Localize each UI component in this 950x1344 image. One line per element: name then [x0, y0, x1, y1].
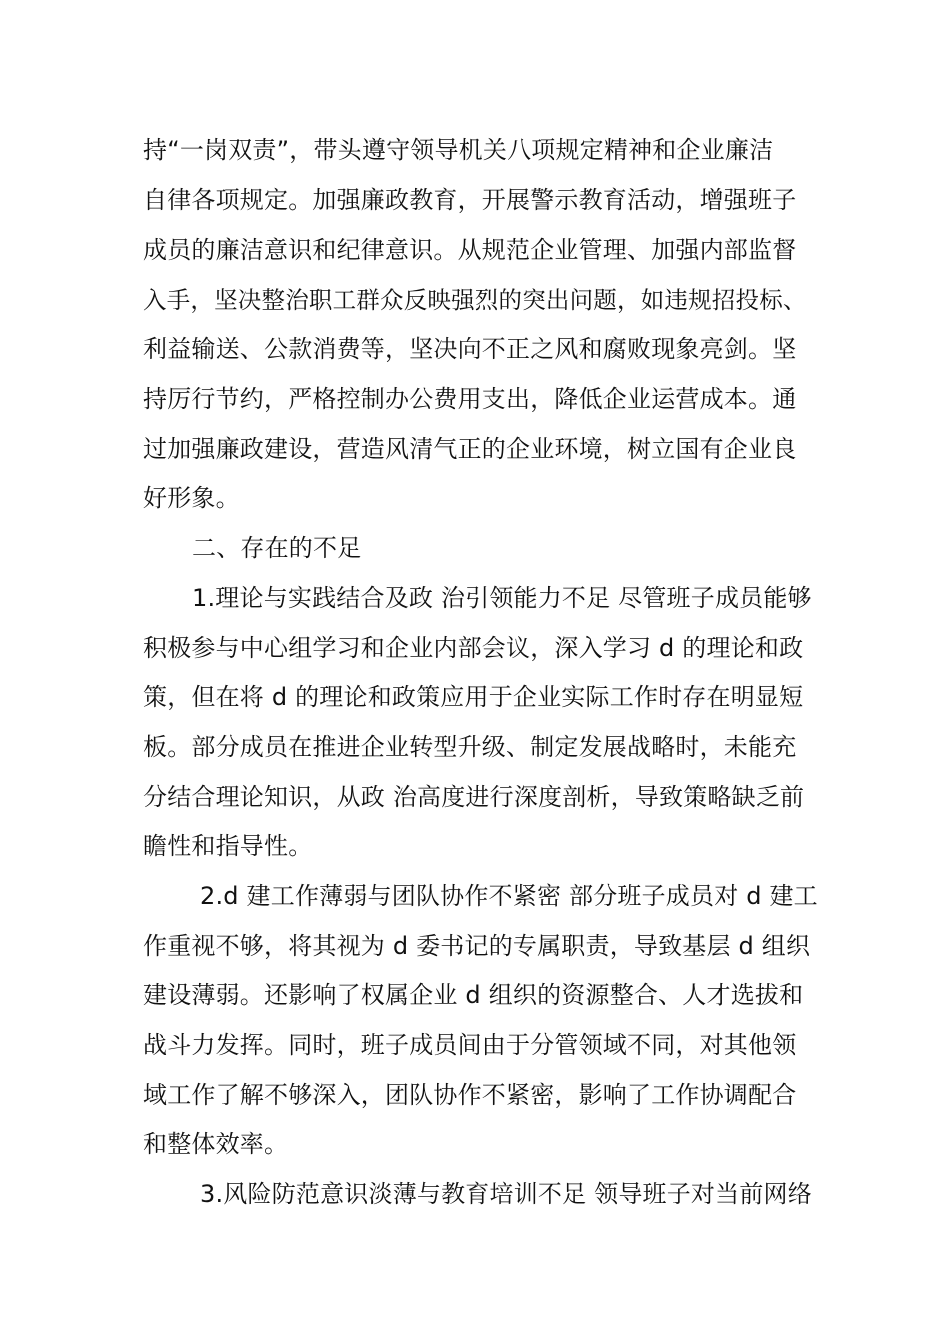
text-line: 积极参与中心组学习和企业内部会议，深入学习 d 的理论和政 — [143, 634, 804, 662]
text-line: 和整体效率。 — [143, 1130, 289, 1158]
text-line: 利益输送、公款消费等，坚决向不正之风和腐败现象亮剑。坚 — [143, 335, 797, 363]
text-line: 板。部分成员在推进企业转型升级、制定发展战略时，未能充 — [143, 733, 797, 761]
text-line: 过加强廉政建设，营造风清气正的企业环境，树立国有企业良 — [143, 435, 797, 463]
text-line: 成员的廉洁意识和纪律意识。从规范企业管理、加强内部监督 — [143, 236, 797, 264]
text-line: 域工作了解不够深入，团队协作不紧密，影响了工作协调配合 — [143, 1081, 797, 1109]
text-line: 持厉行节约，严格控制办公费用支出，降低企业运营成本。通 — [143, 385, 797, 413]
text-line: 战斗力发挥。同时，班子成员间由于分管领域不同，对其他领 — [143, 1031, 797, 1059]
text-line: 建设薄弱。还影响了权属企业 d 组织的资源整合、人才选拔和 — [143, 981, 804, 1009]
paragraph-heading: 2.d 建工作薄弱与团队协作不紧密 部分班子成员对 d 建工 — [200, 882, 818, 910]
text-line: 持“一岗双责”，带头遵守领导机关八项规定精神和企业廉洁 — [143, 136, 774, 164]
text-line: 分结合理论知识，从政 治高度进行深度剖析，导致策略缺乏前 — [143, 783, 805, 811]
text-line: 自律各项规定。加强廉政教育，开展警示教育活动，增强班子 — [143, 186, 797, 214]
text-line: 策，但在将 d 的理论和政策应用于企业实际工作时存在明显短 — [143, 683, 804, 711]
text-line: 入手，坚决整治职工群众反映强烈的突出问题，如违规招投标、 — [143, 286, 807, 314]
text-line: 作重视不够，将其视为 d 委书记的专属职责，导致基层 d 组织 — [143, 932, 811, 960]
text-line: 瞻性和指导性。 — [143, 832, 313, 860]
text-line: 好形象。 — [143, 484, 240, 512]
section-heading: 二、存在的不足 — [192, 534, 362, 562]
paragraph-heading: 1.理论与实践结合及政 治引领能力不足 尽管班子成员能够 — [192, 584, 812, 612]
paragraph-heading: 3.风险防范意识淡薄与教育培训不足 领导班子对当前网络 — [200, 1180, 812, 1208]
